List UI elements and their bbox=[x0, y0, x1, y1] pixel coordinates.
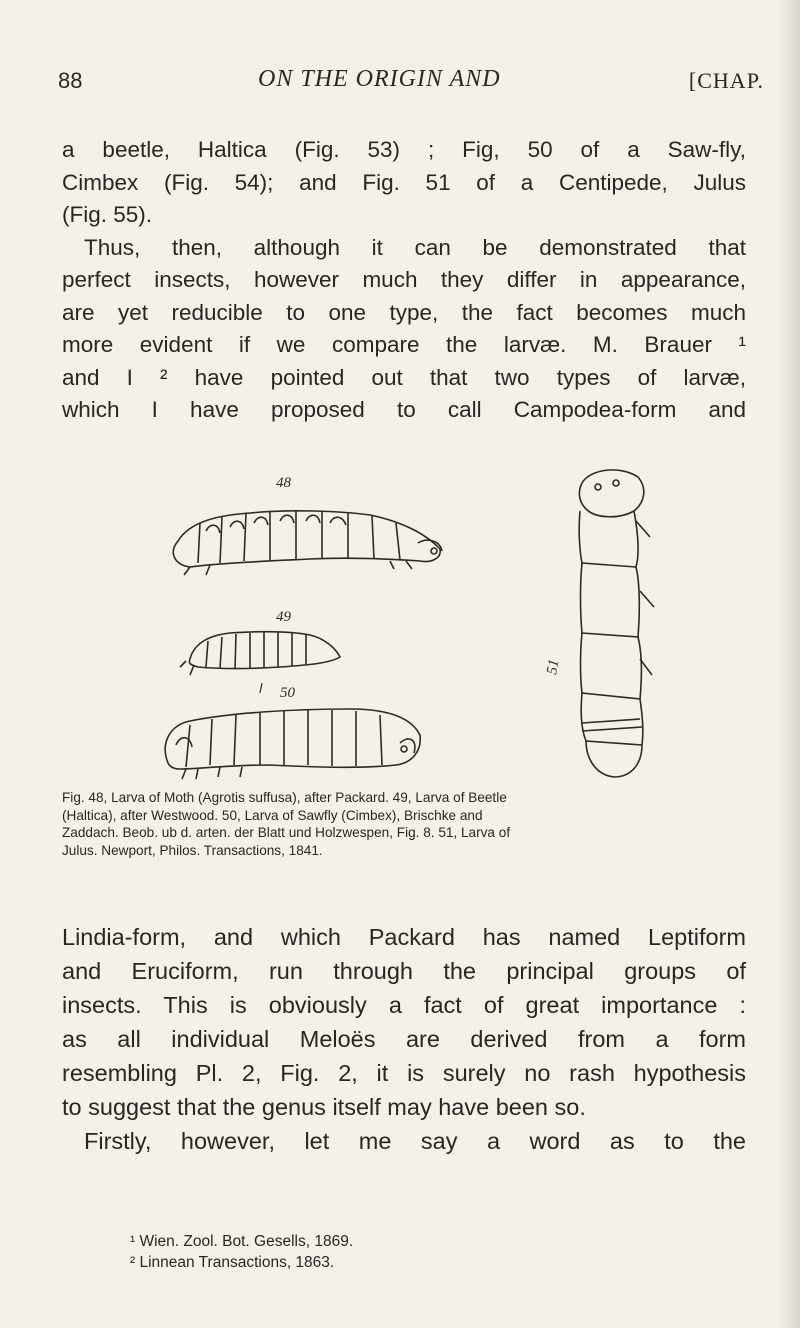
footnote-2: ² Linnean Transactions, 1863. bbox=[130, 1254, 335, 1271]
larvae-figure bbox=[150, 463, 698, 781]
text-line: and Eruciform, run through the principal groups of bbox=[62, 958, 746, 984]
text-line: and I ² have pointed out that two types of larvæ, bbox=[62, 364, 746, 390]
text-line: to suggest that the genus itself may have been so. bbox=[62, 1094, 586, 1120]
moth-larva-drawing bbox=[173, 510, 442, 575]
sawfly-larva-drawing bbox=[165, 709, 420, 779]
text-line: resembling Pl. 2, Fig. 2, it is surely no rash hypothesis bbox=[62, 1060, 746, 1086]
fig50-label: 50 bbox=[280, 685, 295, 701]
text-line: are yet reducible to one type, the fact becomes much bbox=[62, 299, 746, 325]
julus-larva-drawing bbox=[579, 470, 654, 777]
text-line: which I have proposed to call Campodea-form and bbox=[62, 397, 746, 422]
page-number: 88 bbox=[58, 68, 83, 93]
page-edge-shadow bbox=[778, 0, 800, 1328]
text-line: as all individual Meloës are derived from a form bbox=[62, 1026, 746, 1052]
caption-line: Zaddach. Beob. ub d. arten. der Blatt und Holzwespen, Fig. 8. 51, Larva of bbox=[62, 825, 511, 840]
fig48-label: 48 bbox=[276, 475, 291, 491]
text-line: (Fig. 55). bbox=[62, 202, 153, 227]
figure-caption bbox=[62, 789, 748, 859]
running-title: ON THE ORIGIN AND bbox=[258, 66, 501, 92]
text-line: insects. This is obviously a fact of great importance : bbox=[62, 992, 746, 1018]
body-paragraph-bottom bbox=[62, 920, 746, 1158]
page-header bbox=[58, 66, 764, 106]
text-line: perfect insects, however much they differ in appearance, bbox=[62, 267, 746, 292]
text-line: more evident if we compare the larvæ. M. Brauer ¹ bbox=[62, 332, 746, 357]
chapter-mark: [CHAP. bbox=[688, 68, 764, 93]
beetle-larva-drawing bbox=[180, 632, 340, 675]
text-line: Lindia-form, and which Packard has named Leptiform bbox=[62, 924, 746, 950]
footnote-1: ¹ Wien. Zool. Bot. Gesells, 1869. bbox=[130, 1233, 354, 1250]
fig49-label: 49 bbox=[276, 609, 291, 625]
footnotes bbox=[130, 1231, 650, 1273]
text-line: Cimbex (Fig. 54); and Fig. 51 of a Centipede, Julus bbox=[62, 169, 746, 195]
caption-line: Julus. Newport, Philos. Transactions, 1841. bbox=[62, 842, 323, 858]
text-line: Thus, then, although it can be demonstrated that bbox=[84, 234, 746, 260]
small-mark bbox=[260, 683, 262, 693]
caption-line: Fig. 48, Larva of Moth (Agrotis suffusa), after Packard. 49, Larva of Beetle bbox=[62, 790, 507, 805]
text-line: Firstly, however, let me say a word as to the bbox=[84, 1128, 746, 1154]
text-line: a beetle, Haltica (Fig. 53) ; Fig, 50 of a Saw-fly, bbox=[62, 137, 746, 162]
fig51-label: 51 bbox=[544, 658, 563, 676]
larvae-illustration bbox=[150, 463, 698, 781]
body-paragraph-top bbox=[62, 134, 746, 427]
caption-line: (Haltica), after Westwood. 50, Larva of Sawfly (Cimbex), Brischke and bbox=[62, 807, 483, 823]
